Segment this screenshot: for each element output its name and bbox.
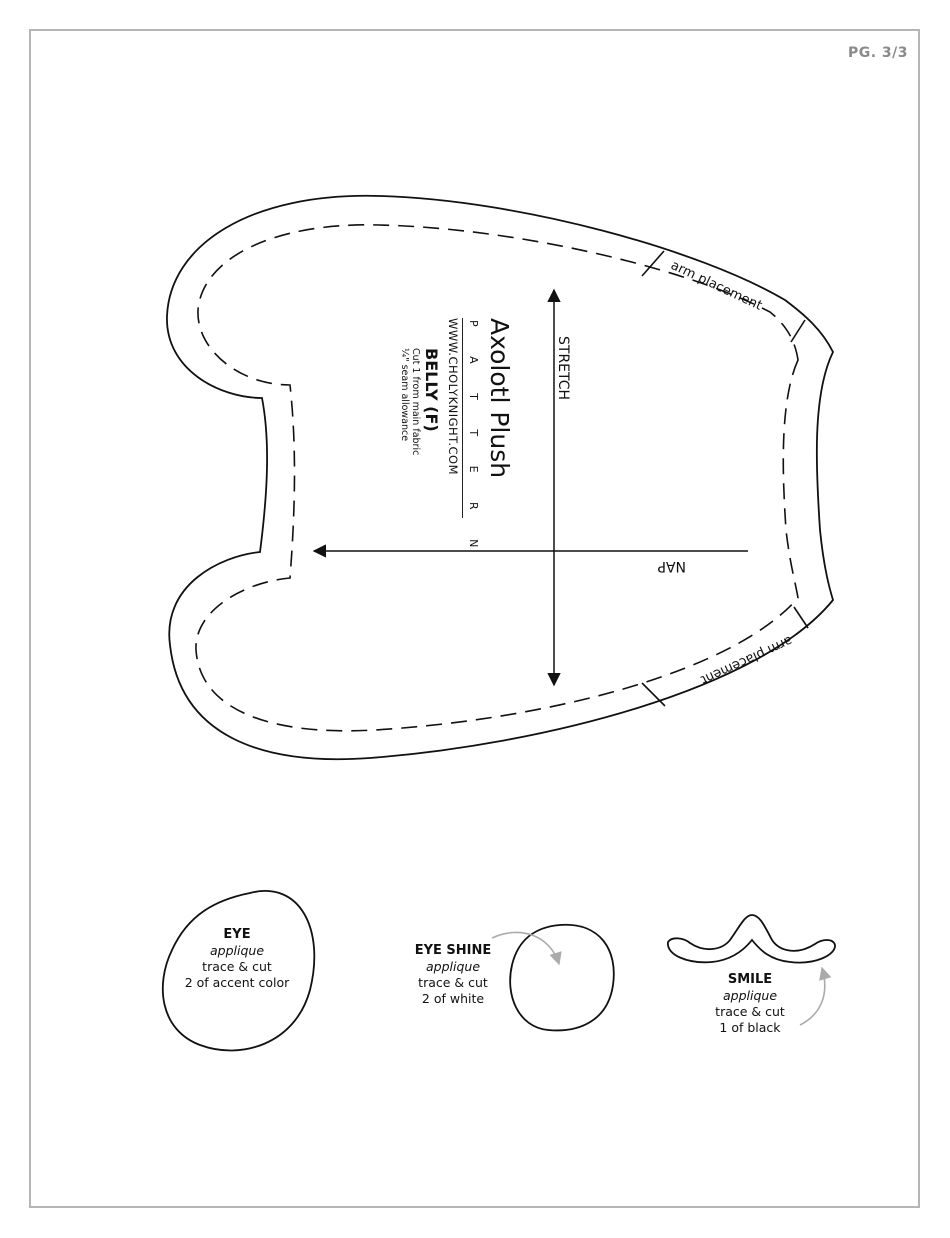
eye-shine-label <box>398 943 508 1007</box>
smile-instruction: trace & cut <box>715 1004 785 1019</box>
eye-quantity: 2 of accent color <box>184 975 290 990</box>
stretch-label: STRETCH <box>555 336 571 401</box>
designer-url: WWW.CHOLYKNIGHT.COM <box>446 318 460 475</box>
eye-title: EYE <box>223 927 251 942</box>
eye-shine-applique-shape <box>510 925 614 1031</box>
arm-placement-label-bottom: arm placement <box>698 632 795 688</box>
smile-applique-shape <box>668 915 835 963</box>
smile-title: SMILE <box>727 972 773 987</box>
eye-shine-title: EYE SHINE <box>414 943 492 958</box>
eye-shine-type: applique <box>425 959 481 974</box>
arm-placement-mark-top-right <box>791 320 805 342</box>
eye-type: applique <box>209 943 265 958</box>
page-number: PG. 3/3 <box>847 45 908 61</box>
eye-shine-instruction: trace & cut <box>418 975 488 990</box>
title-rule <box>462 318 463 518</box>
eye-shine-quantity: 2 of white <box>421 991 485 1006</box>
smile-label <box>700 972 800 1036</box>
smile-type: applique <box>722 988 778 1003</box>
nap-label: NAP <box>657 558 686 574</box>
eye-label <box>162 927 312 991</box>
smile-quantity: 1 of black <box>719 1020 781 1035</box>
cut-instructions: Cut 1 from main fabric <box>410 348 421 456</box>
arm-placement-mark-bottom-right <box>794 607 808 628</box>
pattern-title: Axolotl Plush <box>485 318 514 479</box>
pattern-title-block <box>399 318 513 560</box>
eye-instruction: trace & cut <box>202 959 272 974</box>
pattern-subtitle: P A T T E R N <box>467 320 480 561</box>
seam-allowance-note: ¼" seam allowance <box>399 348 410 442</box>
smile-hint-arrow <box>800 968 825 1025</box>
arm-placement-label-top: arm placement <box>668 258 765 314</box>
arm-placement-mark-top-left <box>642 251 664 276</box>
piece-name: BELLY (F) <box>422 348 441 432</box>
